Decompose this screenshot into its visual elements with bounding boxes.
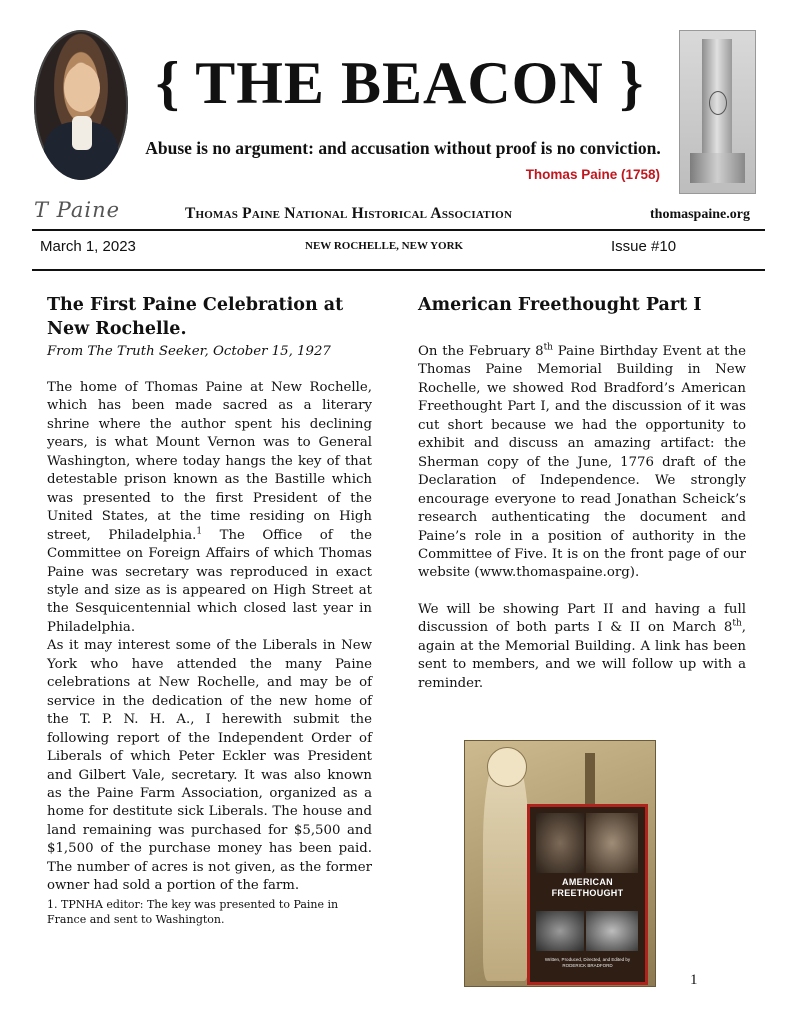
issue-number: Issue #10	[611, 238, 677, 255]
article-paragraph: We will be showing Part II and having a full discussion of both parts I & II on March 8th, again at the Memorial Building. A link has been sent to members, and we will follow up with a reminder.	[418, 601, 746, 691]
association-name: Thomas Paine National Historical Association	[185, 205, 513, 222]
poster-title: AMERICAN FREETHOUGHT	[551, 877, 624, 898]
paine-monument-photo	[679, 30, 756, 194]
article-source: From The Truth Seeker, October 15, 1927	[47, 344, 331, 359]
article-paragraph: On the February 8th Paine Birthday Event at the Thomas Paine Memorial Building in New Rochelle, we showed Rod Bradford’s American Freethought Part I, and the discussion of it was cut short because we had the opportunity to exhibit and discuss an amazing artifact: the Sherman copy of the June, 1776 draft of the Declaration of Independence. We strongly encourage everyone to read Jonathan Scheick’s research authenticating the document and Paine’s role in a position of authority in the Committee of Five. It is on the front page of our website (www.thomaspaine.org).	[418, 342, 746, 581]
website-link[interactable]: thomaspaine.org	[650, 207, 750, 222]
paine-signature: T Paine	[34, 198, 121, 222]
article-paragraph: The home of Thomas Paine at New Rochelle, which has been made sacred as a literary shrine where the author spent his declining years, is what Mount Vernon was to General Washington, where today hangs the key of that detestable prison known as the Bastille which was presented to the first President of the United States, at the time residing on High street, Philadelphia.$^1$ The Office of the Committee on Foreign Affairs of which Thomas Paine was secretary was reproduced in exact style and size as is appeared on High Street at the Sesquicentennial which closed last year in Philadelphia.	[47, 380, 372, 635]
motto-quote: Abuse is no argument: and accusation without proof is no conviction.	[145, 138, 661, 158]
issue-date: March 1, 2023	[40, 238, 136, 255]
article-paragraph: As it may interest some of the Liberals in New York who have attended the many Paine celebrations at New Rochelle, and may be of service in the dedication of the new home of the T. P. N. H. A., I herewith submit the following report of the Independent Order of Liberals of which Peter Eckler was President and Gilbert Vale, secretary. It was also known as the Paine Farm Association, organized as a home for destitute sick Liberals. The house and land remaining was purchased for $5,500 and $1,500 of the purchase money has been paid. The number of acres is not given, as the former owner had sold a portion of the farm.	[47, 638, 372, 894]
footnote: 1. TPNHA editor: The key was presented to Paine in France and sent to Washington.	[47, 897, 339, 926]
header-divider-top	[32, 229, 765, 231]
footnote-marker: 1	[196, 526, 203, 537]
issue-location: NEW ROCHELLE, NEW YORK	[305, 240, 464, 252]
masthead-title: { THE BEACON }	[155, 50, 645, 116]
quote-attribution: Thomas Paine (1758)	[525, 167, 660, 182]
page-number: 1	[690, 972, 698, 988]
american-freethought-poster	[464, 740, 656, 987]
header-divider-bottom	[32, 269, 765, 271]
article-title: The First Paine Celebration at New Rochelle.	[47, 295, 344, 339]
dvd-cover	[527, 804, 648, 985]
thomas-paine-portrait	[34, 30, 128, 180]
article-first-paine-celebration	[47, 293, 372, 927]
poster-credit: Written, Produced, Directed, and Edited by RODERICK BRADFORD	[544, 957, 631, 968]
article-title: American Freethought Part I	[418, 295, 702, 315]
article-american-freethought	[418, 293, 746, 693]
